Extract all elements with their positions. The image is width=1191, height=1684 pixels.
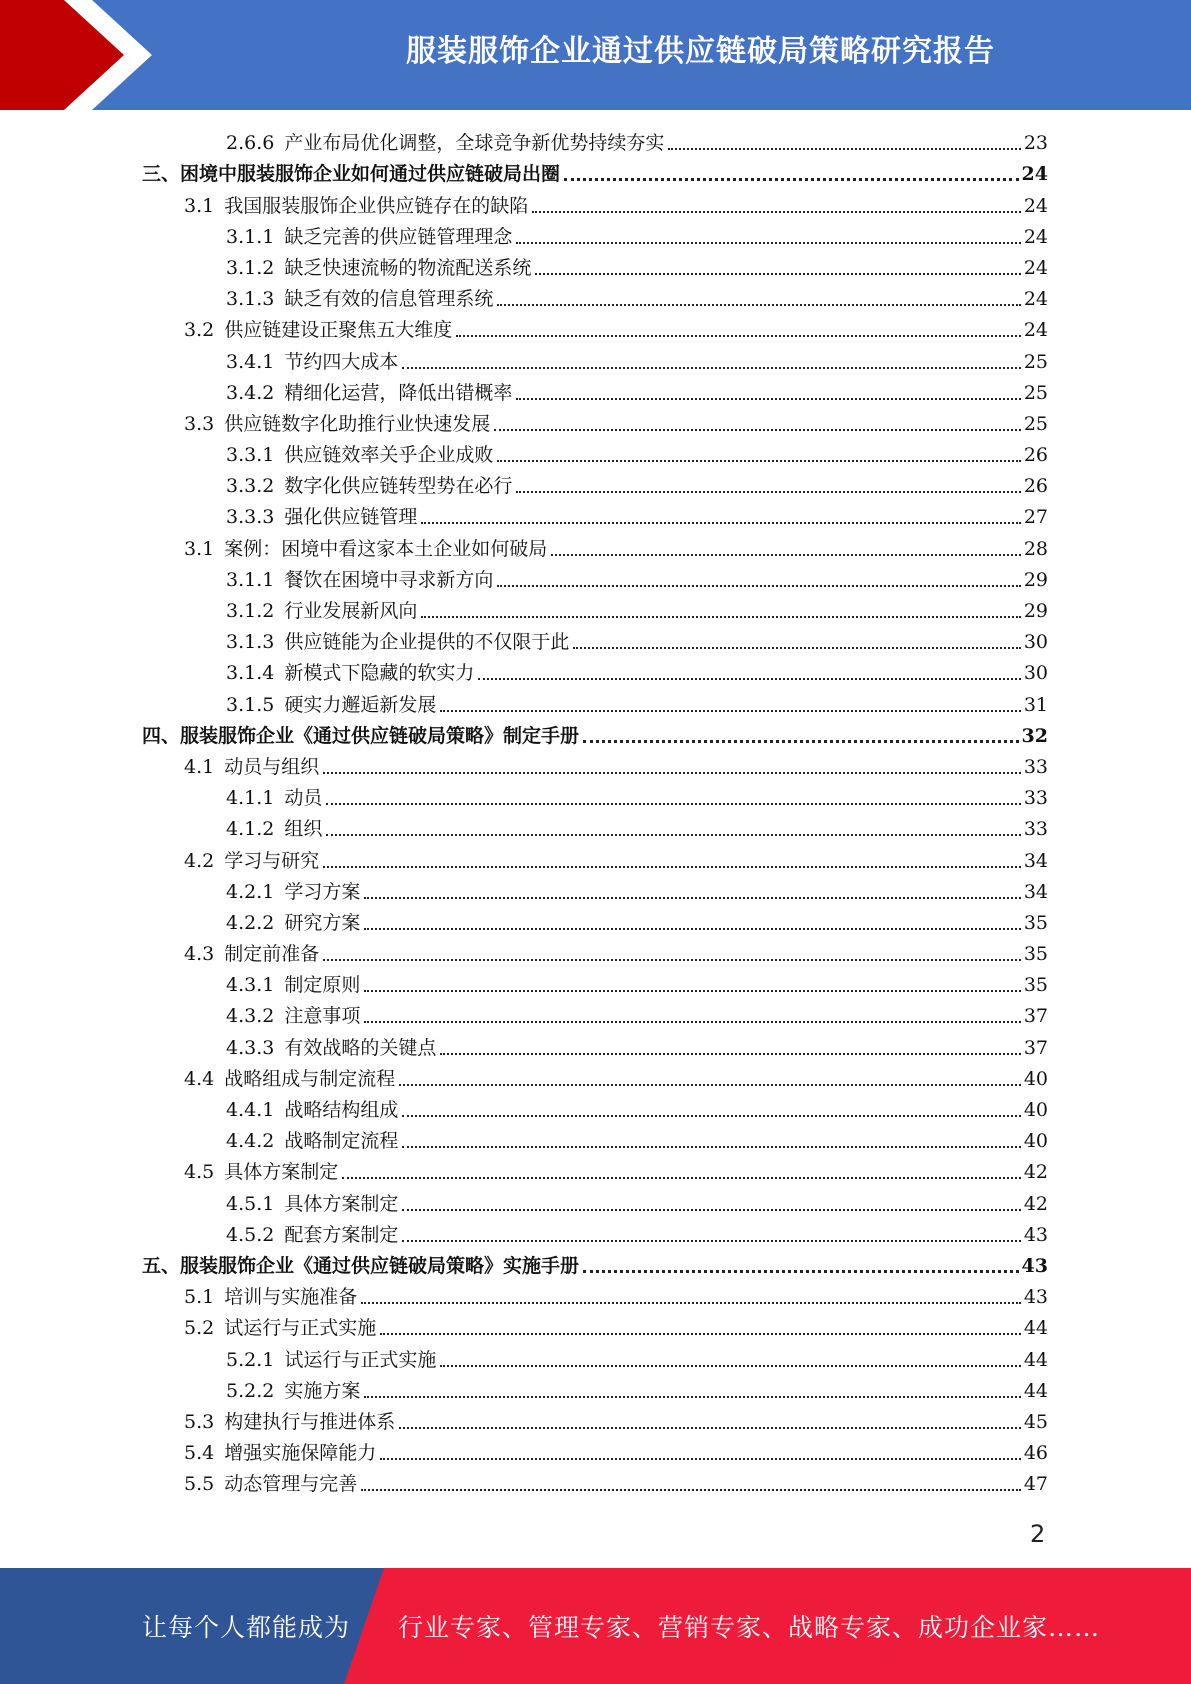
- table-of-contents: [142, 128, 1048, 1500]
- toc-entry-number: 3.2: [184, 319, 215, 342]
- toc-dot-leader: [535, 273, 1020, 275]
- toc-entry-title: 注意事项: [284, 1005, 361, 1028]
- toc-entry-number: 5.5: [184, 1473, 215, 1496]
- toc-entry-page: 44: [1023, 1317, 1048, 1340]
- toc-entry-title: 行业发展新风向: [284, 600, 418, 622]
- toc-entry-number: 3.1: [184, 537, 215, 560]
- toc-dot-leader: [478, 678, 1020, 680]
- toc-entry-title: 供应链效率关乎企业成败: [284, 444, 494, 467]
- toc-entry-title: 强化供应链管理: [284, 506, 418, 529]
- toc-entry[interactable]: [142, 970, 1048, 1001]
- toc-entry-title: 供应链建设正聚焦五大维度: [224, 319, 453, 342]
- toc-entry-page: 24: [1023, 319, 1048, 342]
- toc-entry-title: 产业布局优化调整，全球竞争新优势持续夯实: [284, 132, 665, 155]
- toc-entry-number: 4.2.2: [226, 911, 275, 934]
- toc-dot-leader: [456, 335, 1021, 337]
- toc-entry[interactable]: [142, 1407, 1048, 1438]
- toc-entry-number: 3.3: [184, 412, 215, 435]
- toc-entry-page: 25: [1023, 412, 1048, 435]
- toc-entry[interactable]: [142, 1469, 1048, 1500]
- toc-dot-leader: [402, 1115, 1020, 1117]
- toc-entry-title: 试运行与正式实施: [224, 1317, 377, 1340]
- toc-entry-title: 我国服装服饰企业供应链存在的缺陷: [224, 194, 529, 217]
- toc-entry-page: 40: [1023, 1099, 1048, 1121]
- toc-entry-number: 4.3.1: [226, 974, 275, 997]
- toc-entry-title: 制定前准备: [224, 943, 320, 966]
- toc-entry[interactable]: [142, 939, 1048, 970]
- toc-entry-number: 5.3: [184, 1410, 215, 1433]
- toc-entry-title: 实施方案: [284, 1379, 361, 1402]
- toc-dot-leader: [342, 1177, 1021, 1179]
- toc-dot-leader: [361, 1489, 1021, 1491]
- toc-entry-title: 战略制定流程: [284, 1130, 399, 1153]
- toc-entry-page: 24: [1021, 163, 1048, 186]
- toc-entry-page: 24: [1023, 194, 1048, 217]
- toc-entry-number: 3.1: [184, 194, 215, 217]
- toc-entry-title: 构建执行与推进体系: [224, 1410, 396, 1433]
- toc-entry-title: 四、服装服饰企业《通过供应链破局策略》制定手册: [142, 724, 580, 747]
- toc-entry-title: 缺乏完善的供应链管理理念: [284, 225, 513, 248]
- toc-entry-page: 33: [1023, 787, 1048, 810]
- toc-entry[interactable]: [142, 284, 1048, 315]
- toc-dot-leader: [668, 148, 1020, 150]
- toc-entry-page: 40: [1023, 1130, 1048, 1153]
- toc-entry-number: 4.4: [184, 1067, 215, 1090]
- toc-entry[interactable]: [142, 752, 1048, 783]
- toc-entry-page: 25: [1023, 381, 1048, 404]
- toc-entry[interactable]: [142, 1126, 1048, 1157]
- toc-entry-page: 31: [1023, 693, 1048, 716]
- toc-entry[interactable]: [142, 1157, 1048, 1188]
- toc-entry[interactable]: [142, 658, 1048, 689]
- toc-dot-leader: [361, 1302, 1021, 1304]
- toc-entry-number: 3.1.2: [226, 600, 275, 622]
- toc-dot-leader: [364, 897, 1020, 899]
- toc-dot-leader: [497, 304, 1020, 306]
- toc-entry[interactable]: [142, 190, 1048, 221]
- toc-entry[interactable]: [142, 128, 1048, 159]
- toc-entry[interactable]: [142, 1344, 1048, 1375]
- toc-dot-leader: [326, 803, 1020, 805]
- toc-entry-number: 4.3: [184, 943, 215, 966]
- toc-entry-number: 4.2.1: [226, 880, 275, 903]
- toc-entry-number: 5.2.1: [226, 1348, 275, 1371]
- toc-entry-page: 24: [1023, 256, 1048, 279]
- toc-entry[interactable]: [142, 533, 1048, 564]
- toc-entry-page: 29: [1023, 600, 1048, 622]
- toc-entry-number: 3.3.1: [226, 444, 275, 467]
- toc-dot-leader: [380, 1333, 1021, 1335]
- toc-entry-page: 32: [1021, 724, 1048, 747]
- toc-entry-title: 增强实施保障能力: [224, 1442, 377, 1465]
- toc-entry-number: 4.5.1: [226, 1192, 275, 1215]
- toc-entry-number: 3.1.1: [226, 225, 275, 248]
- toc-entry-page: 35: [1023, 911, 1048, 934]
- footer-slogan-right: 行业专家、管理专家、营销专家、战略专家、成功企业家……: [398, 1613, 1101, 1642]
- toc-entry-page: 33: [1023, 818, 1048, 841]
- toc-dot-leader: [326, 834, 1020, 836]
- toc-dot-leader: [551, 554, 1021, 556]
- toc-entry-title: 具体方案制定: [224, 1161, 339, 1184]
- toc-entry-page: 44: [1023, 1379, 1048, 1402]
- toc-dot-leader: [323, 959, 1021, 961]
- toc-entry-page: 42: [1023, 1192, 1048, 1215]
- page-number: 2: [1030, 1520, 1046, 1548]
- toc-entry-title: 缺乏快速流畅的物流配送系统: [284, 256, 532, 279]
- toc-entry-number: 5.1: [184, 1286, 215, 1309]
- toc-entry[interactable]: [142, 1095, 1048, 1126]
- header-banner: [0, 0, 1191, 110]
- toc-entry-title: 新模式下隐藏的软实力: [284, 662, 475, 685]
- toc-entry-title: 学习与研究: [224, 849, 320, 872]
- toc-entry-page: 27: [1023, 506, 1048, 529]
- footer-slogan-left: 让每个人都能成为: [142, 1613, 351, 1642]
- toc-entry[interactable]: [142, 877, 1048, 908]
- toc-entry-number: 3.4.2: [226, 381, 275, 404]
- toc-dot-leader: [532, 211, 1021, 213]
- toc-entry-number: 4.3.2: [226, 1005, 275, 1028]
- toc-dot-leader: [440, 710, 1020, 712]
- toc-entry-page: 25: [1023, 350, 1048, 373]
- toc-entry-page: 44: [1023, 1348, 1048, 1371]
- toc-dot-leader: [440, 1053, 1020, 1055]
- toc-entry-page: 43: [1021, 1254, 1048, 1277]
- toc-entry-number: 4.3.3: [226, 1036, 275, 1059]
- toc-dot-leader: [323, 866, 1021, 868]
- toc-entry-number: 4.1.1: [226, 787, 275, 810]
- toc-entry-title: 精细化运营，降低出错概率: [284, 381, 513, 404]
- toc-entry-number: 4.4.2: [226, 1130, 275, 1153]
- toc-entry-page: 37: [1023, 1005, 1048, 1028]
- toc-entry-page: 43: [1023, 1286, 1048, 1309]
- toc-entry-title: 学习方案: [284, 880, 361, 903]
- toc-entry-title: 战略组成与制定流程: [224, 1067, 396, 1090]
- toc-entry-title: 硬实力邂逅新发展: [284, 693, 437, 716]
- toc-dot-leader: [497, 585, 1020, 587]
- toc-entry[interactable]: [142, 1438, 1048, 1469]
- toc-dot-leader: [440, 1365, 1020, 1367]
- toc-entry-number: 3.1.2: [226, 256, 275, 279]
- toc-entry-page: 26: [1023, 444, 1048, 467]
- toc-entry-number: 4.5.2: [226, 1223, 275, 1246]
- toc-entry-number: 3.1.3: [226, 631, 275, 654]
- toc-entry-page: 35: [1023, 974, 1048, 997]
- toc-entry-page: 37: [1023, 1036, 1048, 1059]
- toc-entry-number: 4.5: [184, 1161, 215, 1184]
- toc-entry[interactable]: [142, 253, 1048, 284]
- toc-dot-leader: [364, 990, 1020, 992]
- toc-dot-leader: [323, 772, 1021, 774]
- toc-entry-page: 30: [1023, 662, 1048, 685]
- toc-entry-page: 34: [1023, 880, 1048, 903]
- toc-entry-title: 动员: [284, 787, 323, 810]
- toc-entry[interactable]: [142, 471, 1048, 502]
- toc-entry-number: 2.6.6: [226, 132, 275, 155]
- toc-entry-title: 数字化供应链转型势在必行: [284, 475, 513, 498]
- toc-entry-title: 五、服装服饰企业《通过供应链破局策略》实施手册: [142, 1254, 580, 1277]
- toc-entry-page: 35: [1023, 943, 1048, 966]
- toc-entry[interactable]: [142, 1220, 1048, 1251]
- toc-dot-leader: [421, 616, 1020, 618]
- toc-entry-number: 4.1.2: [226, 818, 275, 841]
- toc-entry-number: 3.1.3: [226, 288, 275, 311]
- toc-dot-leader: [564, 178, 1019, 181]
- toc-entry-number: 3.3.3: [226, 506, 275, 529]
- toc-entry-title: 具体方案制定: [284, 1192, 399, 1215]
- toc-entry-title: 制定原则: [284, 974, 361, 997]
- toc-entry-page: 40: [1023, 1067, 1048, 1090]
- toc-entry-page: 45: [1023, 1410, 1048, 1433]
- toc-dot-leader: [516, 242, 1020, 244]
- toc-entry[interactable]: [142, 159, 1048, 190]
- toc-entry-page: 33: [1023, 755, 1048, 778]
- toc-entry-page: 23: [1023, 132, 1048, 155]
- toc-entry[interactable]: [142, 627, 1048, 658]
- toc-entry[interactable]: [142, 1032, 1048, 1063]
- toc-entry-page: 34: [1023, 849, 1048, 872]
- toc-entry[interactable]: [142, 1251, 1048, 1282]
- toc-entry-title: 供应链能为企业提供的不仅限于此: [284, 631, 570, 654]
- toc-dot-leader: [364, 1396, 1020, 1398]
- toc-dot-leader: [516, 491, 1020, 493]
- toc-entry-page: 30: [1023, 631, 1048, 654]
- toc-entry[interactable]: [142, 908, 1048, 939]
- toc-entry-page: 46: [1023, 1442, 1048, 1465]
- toc-entry[interactable]: [142, 1313, 1048, 1344]
- toc-entry[interactable]: [142, 1188, 1048, 1219]
- toc-entry-title: 试运行与正式实施: [284, 1348, 437, 1371]
- toc-entry-title: 餐饮在困境中寻求新方向: [284, 568, 494, 591]
- toc-entry[interactable]: [142, 502, 1048, 533]
- toc-entry-number: 4.1: [184, 755, 215, 778]
- toc-entry-page: 29: [1023, 568, 1048, 591]
- toc-entry-number: 3.1.4: [226, 662, 275, 685]
- toc-entry-title: 三、困境中服装服饰企业如何通过供应链破局出圈: [142, 163, 561, 186]
- toc-entry[interactable]: [142, 440, 1048, 471]
- toc-entry[interactable]: [142, 315, 1048, 346]
- toc-entry-number: 3.3.2: [226, 475, 275, 498]
- toc-entry[interactable]: [142, 596, 1048, 627]
- toc-entry-title: 有效战略的关键点: [284, 1036, 437, 1059]
- toc-dot-leader: [494, 429, 1021, 431]
- toc-dot-leader: [399, 1084, 1021, 1086]
- toc-entry-title: 配套方案制定: [284, 1223, 399, 1246]
- toc-entry-title: 培训与实施准备: [224, 1286, 358, 1309]
- toc-entry[interactable]: [142, 1282, 1048, 1313]
- toc-entry-title: 组织: [284, 818, 323, 841]
- toc-entry-number: 3.1.5: [226, 693, 275, 716]
- toc-dot-leader: [402, 1146, 1020, 1148]
- toc-entry[interactable]: [142, 689, 1048, 720]
- toc-entry[interactable]: [142, 378, 1048, 409]
- toc-entry-page: 24: [1023, 288, 1048, 311]
- toc-entry-number: 3.4.1: [226, 350, 275, 373]
- toc-entry[interactable]: [142, 222, 1048, 253]
- toc-entry-number: 4.4.1: [226, 1099, 275, 1121]
- footer-banner: [0, 1568, 1191, 1684]
- toc-dot-leader: [364, 928, 1020, 930]
- toc-dot-leader: [573, 647, 1020, 649]
- toc-entry-page: 28: [1023, 537, 1048, 560]
- toc-entry-page: 43: [1023, 1223, 1048, 1246]
- toc-entry[interactable]: [142, 565, 1048, 596]
- toc-dot-leader: [497, 460, 1020, 462]
- toc-entry-title: 研究方案: [284, 911, 361, 934]
- toc-entry[interactable]: [142, 814, 1048, 845]
- toc-entry-title: 动态管理与完善: [224, 1473, 358, 1496]
- toc-dot-leader: [421, 522, 1020, 524]
- toc-dot-leader: [516, 398, 1020, 400]
- toc-entry[interactable]: [142, 409, 1048, 440]
- toc-dot-leader: [402, 1209, 1020, 1211]
- report-title: 服装服饰企业通过供应链破局策略研究报告: [406, 34, 995, 69]
- toc-entry-page: 24: [1023, 225, 1048, 248]
- toc-entry-page: 42: [1023, 1161, 1048, 1184]
- toc-dot-leader: [402, 1240, 1020, 1242]
- toc-dot-leader: [364, 1021, 1020, 1023]
- toc-entry-title: 动员与组织: [224, 755, 320, 778]
- toc-entry-title: 缺乏有效的信息管理系统: [284, 288, 494, 311]
- toc-dot-leader: [583, 740, 1019, 743]
- toc-entry-number: 5.2: [184, 1317, 215, 1340]
- toc-entry-title: 战略结构组成: [284, 1099, 399, 1121]
- toc-entry[interactable]: [142, 346, 1048, 377]
- toc-entry-title: 节约四大成本: [284, 350, 399, 373]
- toc-dot-leader: [399, 1427, 1021, 1429]
- toc-entry[interactable]: [142, 1001, 1048, 1032]
- toc-dot-leader: [402, 367, 1020, 369]
- toc-entry-number: 3.1.1: [226, 568, 275, 591]
- toc-dot-leader: [380, 1458, 1021, 1460]
- toc-entry-number: 5.2.2: [226, 1379, 275, 1402]
- toc-entry-page: 47: [1023, 1473, 1048, 1496]
- toc-entry[interactable]: [142, 1064, 1048, 1095]
- toc-entry-title: 案例：困境中看这家本土企业如何破局: [224, 537, 548, 560]
- toc-dot-leader: [583, 1270, 1019, 1273]
- toc-entry[interactable]: [142, 721, 1048, 752]
- toc-entry[interactable]: [142, 845, 1048, 876]
- toc-entry-page: 26: [1023, 475, 1048, 498]
- toc-entry-title: 供应链数字化助推行业快速发展: [224, 412, 491, 435]
- toc-entry-number: 5.4: [184, 1442, 215, 1465]
- toc-entry[interactable]: [142, 783, 1048, 814]
- toc-entry-number: 4.2: [184, 849, 215, 872]
- toc-entry[interactable]: [142, 1376, 1048, 1407]
